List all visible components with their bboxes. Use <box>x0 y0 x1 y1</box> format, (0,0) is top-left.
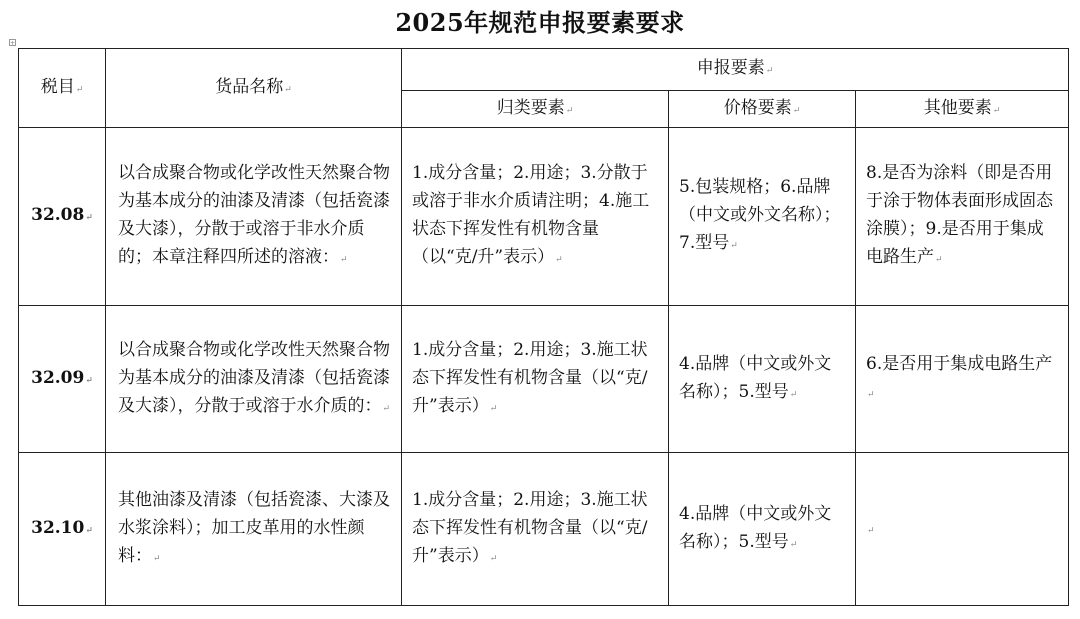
table-anchor-icon[interactable]: + <box>10 40 16 47</box>
hs-code-cell: 32.09↵ <box>19 306 106 453</box>
other-cell: ↵ <box>856 453 1069 606</box>
price-cell: 4.品牌（中文或外文名称）；5.型号↵ <box>669 306 856 453</box>
declaration-requirements-table <box>18 48 1069 606</box>
classification-cell: 1.成分含量；2.用途；3.施工状态下挥发性有机物含量（以“克/升”表示）↵ <box>402 453 669 606</box>
page-title: 2025年规范申报要素要求 <box>395 8 685 37</box>
header-price: 价格要素↵ <box>669 91 856 128</box>
table-row <box>19 453 1069 606</box>
classification-cell: 1.成分含量；2.用途；3.分散于或溶于非水介质请注明；4.施工状态下挥发性有机物含量（以“克/升”表示）↵ <box>402 128 669 306</box>
hs-code-cell: 32.10↵ <box>19 453 106 606</box>
table-row <box>19 306 1069 453</box>
other-cell: 6.是否用于集成电路生产↵ <box>856 306 1069 453</box>
other-cell: 8.是否为涂料（即是否用于涂于物体表面形成固态涂膜）；9.是否用于集成电路生产↵ <box>856 128 1069 306</box>
header-goods-name: 货品名称↵ <box>106 49 402 128</box>
header-hs-code: 税目↵ <box>19 49 106 128</box>
header-other: 其他要素↵ <box>856 91 1069 128</box>
header-classification: 归类要素↵ <box>402 91 669 128</box>
price-cell: 4.品牌（中文或外文名称）；5.型号↵ <box>669 453 856 606</box>
goods-name-cell: 以合成聚合物或化学改性天然聚合物为基本成分的油漆及清漆（包括瓷漆及大漆），分散于或溶于非水介质的；本章注释四所述的溶液：↵ <box>106 128 402 306</box>
table-row <box>19 128 1069 306</box>
header-declaration-elements: 申报要素↵ <box>402 49 1069 91</box>
hs-code-cell: 32.08↵ <box>19 128 106 306</box>
classification-cell: 1.成分含量；2.用途；3.施工状态下挥发性有机物含量（以“克/升”表示）↵ <box>402 306 669 453</box>
price-cell: 5.包装规格；6.品牌（中文或外文名称）；7.型号↵ <box>669 128 856 306</box>
goods-name-cell: 以合成聚合物或化学改性天然聚合物为基本成分的油漆及清漆（包括瓷漆及大漆），分散于或溶于水介质的：↵ <box>106 306 402 453</box>
header-row-top <box>19 49 1069 91</box>
goods-name-cell: 其他油漆及清漆（包括瓷漆、大漆及水浆涂料）；加工皮革用的水性颜料：↵ <box>106 453 402 606</box>
